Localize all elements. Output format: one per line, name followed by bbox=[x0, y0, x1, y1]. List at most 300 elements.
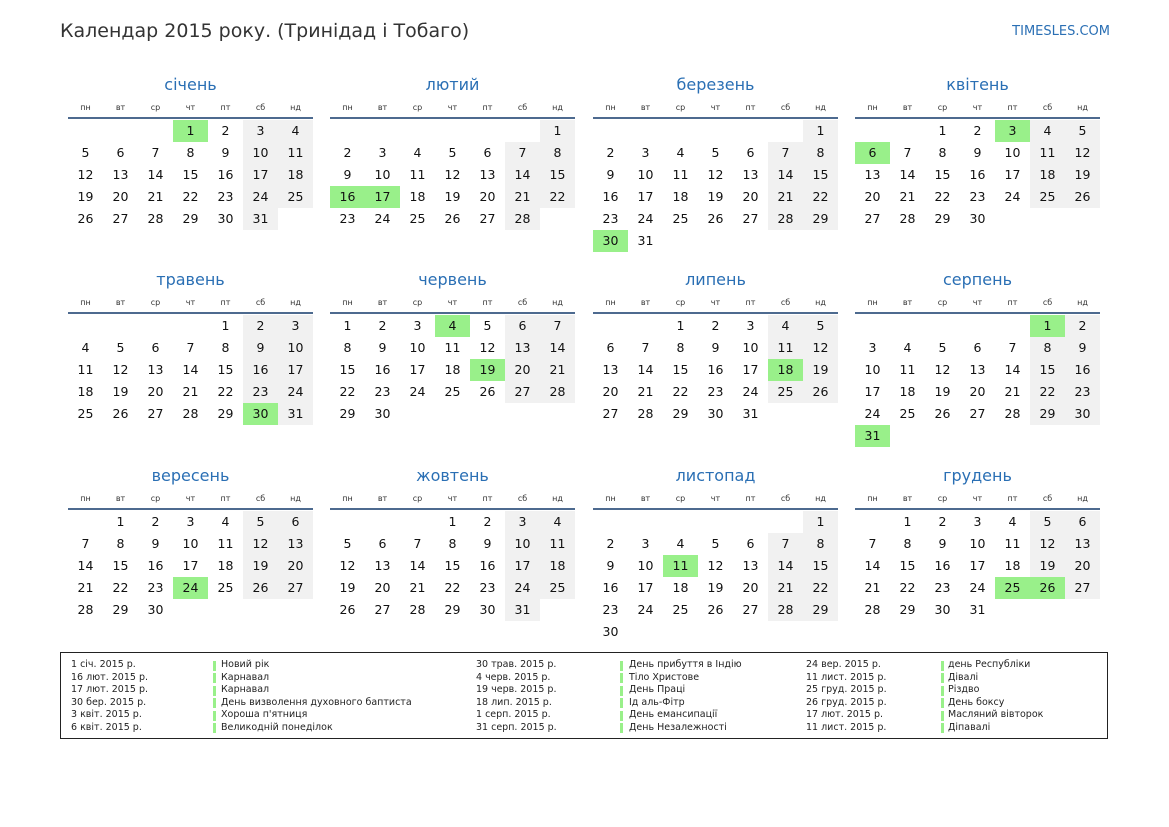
day-cell: 29 bbox=[812, 211, 829, 226]
day-cell: 12 bbox=[812, 340, 829, 355]
day-cell: 5 bbox=[711, 145, 720, 160]
day-cell: 30 bbox=[217, 211, 234, 226]
holiday-date: 19 черв. 2015 р. bbox=[476, 684, 557, 695]
day-cell: 24 bbox=[409, 384, 426, 399]
weekday-label: пт bbox=[482, 494, 493, 503]
day-cell: 7 bbox=[518, 145, 527, 160]
month-9 bbox=[68, 464, 313, 654]
day-cell: 13 bbox=[479, 167, 496, 182]
day-cell: 24 bbox=[1004, 189, 1021, 204]
day-cell: 20 bbox=[742, 580, 759, 595]
day-cell: 28 bbox=[77, 602, 94, 617]
day-cell: 26 bbox=[77, 211, 94, 226]
holiday-day: 11 bbox=[663, 555, 698, 577]
day-cell: 24 bbox=[287, 384, 304, 399]
weekday-label: сб bbox=[517, 494, 528, 503]
day-cell: 20 bbox=[112, 189, 129, 204]
day-cell: 16 bbox=[374, 362, 391, 377]
day-cell: 12 bbox=[934, 362, 951, 377]
holiday-name: День боксу bbox=[948, 696, 1005, 708]
day-cell: 3 bbox=[973, 514, 982, 529]
day-cell: 30 bbox=[479, 602, 496, 617]
day-cell: 16 bbox=[969, 167, 986, 182]
weekday-label: пт bbox=[1007, 298, 1018, 307]
day-cell: 14 bbox=[77, 558, 94, 573]
day-cell: 22 bbox=[812, 580, 829, 595]
day-cell: 20 bbox=[742, 189, 759, 204]
day-cell: 18 bbox=[287, 167, 304, 182]
day-cell: 4 bbox=[413, 145, 422, 160]
day-cell: 2 bbox=[378, 318, 387, 333]
day-cell: 19 bbox=[444, 189, 461, 204]
holiday-day: 1 bbox=[173, 120, 208, 142]
day-cell: 12 bbox=[339, 558, 356, 573]
month-divider bbox=[330, 312, 575, 314]
day-cell: 1 bbox=[221, 318, 230, 333]
holiday-day: 24 bbox=[173, 577, 208, 599]
holiday-marker bbox=[620, 673, 623, 683]
day-cell: 29 bbox=[672, 406, 689, 421]
holiday-name: день Республіки bbox=[948, 659, 1031, 670]
day-cell: 26 bbox=[934, 406, 951, 421]
day-cell: 30 bbox=[602, 624, 619, 639]
day-cell: 11 bbox=[444, 340, 461, 355]
holiday-legend bbox=[60, 652, 1108, 739]
day-cell: 12 bbox=[1039, 536, 1056, 551]
day-cell: 7 bbox=[553, 318, 562, 333]
day-cell: 8 bbox=[816, 145, 825, 160]
day-cell: 16 bbox=[252, 362, 269, 377]
day-cell: 4 bbox=[676, 145, 685, 160]
weekday-label: нд bbox=[815, 298, 826, 307]
day-cell: 21 bbox=[637, 384, 654, 399]
day-cell: 15 bbox=[899, 558, 916, 573]
day-cell: 10 bbox=[864, 362, 881, 377]
day-cell: 8 bbox=[221, 340, 230, 355]
day-cell: 8 bbox=[448, 536, 457, 551]
day-cell: 4 bbox=[81, 340, 90, 355]
day-cell: 2 bbox=[151, 514, 160, 529]
holiday-date: 30 трав. 2015 р. bbox=[476, 659, 557, 670]
weekday-label: сб bbox=[780, 298, 791, 307]
day-cell: 6 bbox=[483, 145, 492, 160]
day-cell: 24 bbox=[252, 189, 269, 204]
weekday-label: чт bbox=[447, 103, 458, 112]
weekday-label: пт bbox=[745, 298, 756, 307]
day-cell: 4 bbox=[781, 318, 790, 333]
day-cell: 26 bbox=[112, 406, 129, 421]
holiday-day: 6 bbox=[855, 142, 890, 164]
day-cell: 7 bbox=[1008, 340, 1017, 355]
day-cell: 9 bbox=[938, 536, 947, 551]
day-cell: 21 bbox=[182, 384, 199, 399]
weekday-label: чт bbox=[972, 298, 983, 307]
day-cell: 27 bbox=[514, 384, 531, 399]
holiday-marker bbox=[620, 686, 623, 696]
day-cell: 4 bbox=[221, 514, 230, 529]
day-cell: 10 bbox=[409, 340, 426, 355]
month-divider bbox=[68, 508, 313, 510]
weekday-label: нд bbox=[1077, 298, 1088, 307]
day-cell: 1 bbox=[816, 123, 825, 138]
day-cell: 5 bbox=[483, 318, 492, 333]
day-cell: 15 bbox=[812, 558, 829, 573]
day-cell: 26 bbox=[812, 384, 829, 399]
holiday-marker bbox=[941, 723, 944, 733]
day-cell: 25 bbox=[444, 384, 461, 399]
day-cell: 19 bbox=[934, 384, 951, 399]
day-cell: 9 bbox=[151, 536, 160, 551]
day-cell: 4 bbox=[676, 536, 685, 551]
day-cell: 6 bbox=[518, 318, 527, 333]
day-cell: 25 bbox=[77, 406, 94, 421]
day-cell: 13 bbox=[602, 362, 619, 377]
day-cell: 2 bbox=[606, 536, 615, 551]
day-cell: 21 bbox=[864, 580, 881, 595]
weekday-label: сб bbox=[255, 494, 266, 503]
day-cell: 1 bbox=[903, 514, 912, 529]
day-cell: 30 bbox=[1074, 406, 1091, 421]
holiday-name: Ід аль-Фітр bbox=[629, 696, 685, 708]
day-cell: 16 bbox=[479, 558, 496, 573]
day-cell: 1 bbox=[448, 514, 457, 529]
month-divider bbox=[68, 117, 313, 119]
day-cell: 9 bbox=[221, 145, 230, 160]
day-cell: 11 bbox=[77, 362, 94, 377]
day-cell: 27 bbox=[374, 602, 391, 617]
month-name: вересень bbox=[151, 466, 230, 485]
day-cell: 28 bbox=[147, 211, 164, 226]
day-cell: 19 bbox=[707, 189, 724, 204]
holiday-day: 3 bbox=[995, 120, 1030, 142]
holiday-date: 31 серп. 2015 р. bbox=[476, 721, 557, 733]
day-cell: 20 bbox=[864, 189, 881, 204]
day-cell: 21 bbox=[777, 580, 794, 595]
day-cell: 11 bbox=[672, 167, 689, 182]
day-cell: 26 bbox=[707, 211, 724, 226]
day-cell: 27 bbox=[287, 580, 304, 595]
day-cell: 7 bbox=[151, 145, 160, 160]
day-cell: 11 bbox=[1039, 145, 1056, 160]
day-cell: 5 bbox=[711, 536, 720, 551]
day-cell: 25 bbox=[1039, 189, 1056, 204]
month-name: квітень bbox=[946, 75, 1009, 94]
weekday-label: пн bbox=[80, 494, 91, 503]
holiday-date: 18 лип. 2015 р. bbox=[476, 696, 552, 708]
day-cell: 12 bbox=[707, 558, 724, 573]
day-cell: 28 bbox=[514, 211, 531, 226]
holiday-name: Дівалі bbox=[948, 671, 979, 683]
day-cell: 1 bbox=[116, 514, 125, 529]
day-cell: 31 bbox=[514, 602, 531, 617]
day-cell: 7 bbox=[781, 145, 790, 160]
weekday-label: ср bbox=[150, 298, 161, 307]
day-cell: 17 bbox=[742, 362, 759, 377]
weekday-label: вт bbox=[377, 103, 388, 112]
weekday-label: чт bbox=[710, 103, 721, 112]
weekday-label: пт bbox=[220, 298, 231, 307]
weekday-label: сб bbox=[517, 298, 528, 307]
day-cell: 22 bbox=[444, 580, 461, 595]
weekday-label: ср bbox=[675, 298, 686, 307]
day-cell: 5 bbox=[116, 340, 125, 355]
day-cell: 5 bbox=[343, 536, 352, 551]
weekday-label: вт bbox=[640, 298, 651, 307]
holiday-name: Карнавал bbox=[221, 671, 270, 683]
holiday-date: 3 квіт. 2015 р. bbox=[71, 709, 142, 720]
day-cell: 19 bbox=[707, 580, 724, 595]
weekday-label: ср bbox=[412, 494, 423, 503]
month-name: серпень bbox=[943, 270, 1012, 289]
holiday-name: День Праці bbox=[629, 684, 686, 695]
holiday-name: Карнавал bbox=[221, 684, 270, 695]
holiday-day: 31 bbox=[855, 425, 890, 447]
day-cell: 22 bbox=[217, 384, 234, 399]
day-cell: 2 bbox=[343, 145, 352, 160]
holiday-day: 4 bbox=[435, 315, 470, 337]
day-cell: 10 bbox=[514, 536, 531, 551]
day-cell: 13 bbox=[969, 362, 986, 377]
day-cell: 23 bbox=[969, 189, 986, 204]
holiday-name: Великодній понеділок bbox=[221, 721, 333, 733]
month-8 bbox=[855, 268, 1100, 458]
holiday-date: 1 січ. 2015 р. bbox=[71, 659, 136, 670]
day-cell: 29 bbox=[1039, 406, 1056, 421]
holiday-marker bbox=[620, 711, 623, 721]
day-cell: 19 bbox=[252, 558, 269, 573]
day-cell: 9 bbox=[973, 145, 982, 160]
day-cell: 17 bbox=[864, 384, 881, 399]
day-cell: 22 bbox=[112, 580, 129, 595]
day-cell: 23 bbox=[479, 580, 496, 595]
holiday-day: 18 bbox=[768, 359, 803, 381]
day-cell: 7 bbox=[186, 340, 195, 355]
holiday-name: Хороша п'ятниця bbox=[221, 709, 308, 720]
day-cell: 2 bbox=[1078, 318, 1087, 333]
holiday-day: 25 bbox=[995, 577, 1030, 599]
day-cell: 19 bbox=[339, 580, 356, 595]
holiday-marker bbox=[213, 698, 216, 708]
day-cell: 14 bbox=[514, 167, 531, 182]
day-cell: 9 bbox=[606, 558, 615, 573]
weekday-label: пт bbox=[220, 103, 231, 112]
page-title: Календар 2015 року. (Тринідад і Тобаго) bbox=[60, 20, 470, 42]
day-cell: 25 bbox=[672, 602, 689, 617]
weekday-label: пн bbox=[867, 298, 878, 307]
day-cell: 9 bbox=[343, 167, 352, 182]
day-cell: 23 bbox=[252, 384, 269, 399]
day-cell: 30 bbox=[969, 211, 986, 226]
weekday-label: вт bbox=[377, 298, 388, 307]
day-cell: 26 bbox=[252, 580, 269, 595]
holiday-date: 11 лист. 2015 р. bbox=[806, 721, 887, 733]
day-cell: 20 bbox=[287, 558, 304, 573]
day-cell: 17 bbox=[637, 580, 654, 595]
day-cell: 29 bbox=[182, 211, 199, 226]
weekday-label: вт bbox=[115, 103, 126, 112]
weekday-label: пн bbox=[80, 103, 91, 112]
day-cell: 23 bbox=[934, 580, 951, 595]
day-cell: 14 bbox=[1004, 362, 1021, 377]
holiday-day: 1 bbox=[1030, 315, 1065, 337]
day-cell: 12 bbox=[77, 167, 94, 182]
holiday-marker bbox=[213, 711, 216, 721]
day-cell: 8 bbox=[553, 145, 562, 160]
day-cell: 5 bbox=[816, 318, 825, 333]
day-cell: 29 bbox=[217, 406, 234, 421]
month-name: липень bbox=[685, 270, 746, 289]
day-cell: 16 bbox=[1074, 362, 1091, 377]
day-cell: 20 bbox=[969, 384, 986, 399]
day-cell: 13 bbox=[287, 536, 304, 551]
weekday-label: пн bbox=[867, 494, 878, 503]
weekday-label: сб bbox=[780, 103, 791, 112]
day-cell: 14 bbox=[864, 558, 881, 573]
day-cell: 23 bbox=[339, 211, 356, 226]
weekday-label: ср bbox=[412, 298, 423, 307]
holiday-date: 17 лют. 2015 р. bbox=[806, 709, 883, 720]
day-cell: 19 bbox=[1074, 167, 1091, 182]
weekday-label: пн bbox=[605, 298, 616, 307]
day-cell: 14 bbox=[777, 558, 794, 573]
weekday-label: сб bbox=[1042, 494, 1053, 503]
day-cell: 29 bbox=[899, 602, 916, 617]
day-cell: 15 bbox=[182, 167, 199, 182]
day-cell: 6 bbox=[151, 340, 160, 355]
day-cell: 22 bbox=[672, 384, 689, 399]
day-cell: 3 bbox=[868, 340, 877, 355]
day-cell: 21 bbox=[777, 189, 794, 204]
day-cell: 11 bbox=[549, 536, 566, 551]
holiday-marker bbox=[213, 686, 216, 696]
day-cell: 8 bbox=[116, 536, 125, 551]
day-cell: 2 bbox=[606, 145, 615, 160]
day-cell: 20 bbox=[479, 189, 496, 204]
day-cell: 15 bbox=[934, 167, 951, 182]
day-cell: 1 bbox=[938, 123, 947, 138]
weekday-label: чт bbox=[972, 494, 983, 503]
weekday-label: чт bbox=[447, 494, 458, 503]
weekday-label: нд bbox=[290, 103, 301, 112]
site-link[interactable]: TIMESLES.COM bbox=[1012, 24, 1110, 39]
day-cell: 18 bbox=[1039, 167, 1056, 182]
day-cell: 11 bbox=[899, 362, 916, 377]
day-cell: 6 bbox=[746, 536, 755, 551]
weekday-label: чт bbox=[710, 298, 721, 307]
weekday-label: нд bbox=[290, 298, 301, 307]
day-cell: 12 bbox=[444, 167, 461, 182]
month-12 bbox=[855, 464, 1100, 654]
month-divider bbox=[593, 508, 838, 510]
day-cell: 13 bbox=[374, 558, 391, 573]
month-name: лютий bbox=[425, 75, 480, 94]
holiday-marker bbox=[620, 661, 623, 671]
month-2 bbox=[330, 73, 575, 263]
day-cell: 3 bbox=[518, 514, 527, 529]
month-1 bbox=[68, 73, 313, 263]
day-cell: 24 bbox=[742, 384, 759, 399]
holiday-date: 17 лют. 2015 р. bbox=[71, 684, 148, 695]
holiday-date: 4 черв. 2015 р. bbox=[476, 671, 551, 683]
weekday-label: ср bbox=[675, 494, 686, 503]
month-name: січень bbox=[164, 75, 217, 94]
day-cell: 24 bbox=[637, 602, 654, 617]
holiday-marker bbox=[941, 661, 944, 671]
day-cell: 20 bbox=[514, 362, 531, 377]
day-cell: 25 bbox=[672, 211, 689, 226]
weekday-label: вт bbox=[377, 494, 388, 503]
day-cell: 30 bbox=[147, 602, 164, 617]
day-cell: 22 bbox=[339, 384, 356, 399]
weekday-label: пт bbox=[482, 103, 493, 112]
holiday-day: 17 bbox=[365, 186, 400, 208]
weekday-label: нд bbox=[552, 494, 563, 503]
day-cell: 7 bbox=[413, 536, 422, 551]
day-cell: 5 bbox=[1043, 514, 1052, 529]
holiday-marker bbox=[620, 723, 623, 733]
day-cell: 10 bbox=[637, 167, 654, 182]
month-name: травень bbox=[156, 270, 225, 289]
day-cell: 8 bbox=[676, 340, 685, 355]
day-cell: 8 bbox=[1043, 340, 1052, 355]
day-cell: 14 bbox=[549, 340, 566, 355]
day-cell: 17 bbox=[514, 558, 531, 573]
day-cell: 7 bbox=[641, 340, 650, 355]
holiday-marker bbox=[941, 698, 944, 708]
holiday-date: 26 груд. 2015 р. bbox=[806, 696, 887, 708]
day-cell: 24 bbox=[514, 580, 531, 595]
holiday-name: Тіло Христове bbox=[629, 671, 700, 683]
day-cell: 9 bbox=[483, 536, 492, 551]
day-cell: 20 bbox=[374, 580, 391, 595]
day-cell: 16 bbox=[217, 167, 234, 182]
day-cell: 27 bbox=[864, 211, 881, 226]
month-divider bbox=[855, 312, 1100, 314]
holiday-date: 16 лют. 2015 р. bbox=[71, 671, 148, 683]
day-cell: 18 bbox=[409, 189, 426, 204]
day-cell: 31 bbox=[969, 602, 986, 617]
weekday-label: ср bbox=[675, 103, 686, 112]
day-cell: 21 bbox=[899, 189, 916, 204]
holiday-day: 16 bbox=[330, 186, 365, 208]
day-cell: 31 bbox=[637, 233, 654, 248]
day-cell: 28 bbox=[637, 406, 654, 421]
day-cell: 19 bbox=[812, 362, 829, 377]
day-cell: 18 bbox=[672, 189, 689, 204]
weekday-label: пт bbox=[482, 298, 493, 307]
day-cell: 27 bbox=[742, 211, 759, 226]
day-cell: 2 bbox=[483, 514, 492, 529]
day-cell: 21 bbox=[549, 362, 566, 377]
day-cell: 11 bbox=[217, 536, 234, 551]
weekday-label: пт bbox=[1007, 494, 1018, 503]
day-cell: 19 bbox=[77, 189, 94, 204]
day-cell: 20 bbox=[602, 384, 619, 399]
day-cell: 11 bbox=[287, 145, 304, 160]
day-cell: 1 bbox=[816, 514, 825, 529]
day-cell: 15 bbox=[339, 362, 356, 377]
day-cell: 8 bbox=[343, 340, 352, 355]
day-cell: 9 bbox=[378, 340, 387, 355]
holiday-name: Діпавалі bbox=[948, 721, 991, 733]
weekday-label: ср bbox=[150, 494, 161, 503]
day-cell: 16 bbox=[147, 558, 164, 573]
weekday-label: чт bbox=[185, 103, 196, 112]
day-cell: 3 bbox=[746, 318, 755, 333]
day-cell: 7 bbox=[868, 536, 877, 551]
holiday-name: День визволення духовного баптиста bbox=[221, 696, 412, 708]
day-cell: 21 bbox=[1004, 384, 1021, 399]
